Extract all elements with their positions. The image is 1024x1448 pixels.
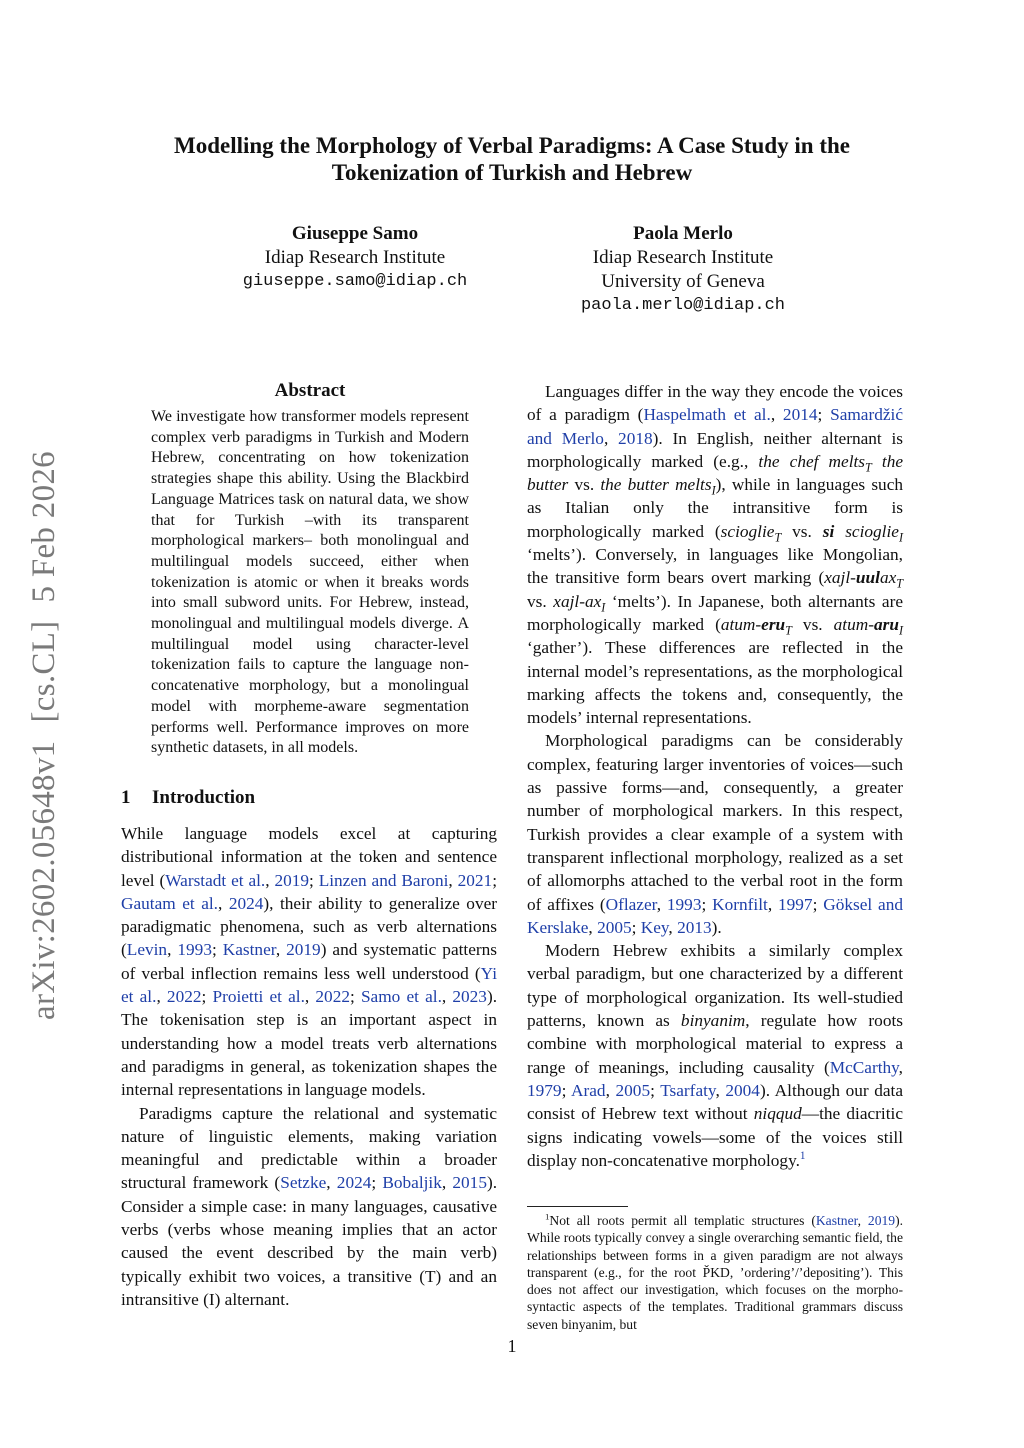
citation-link[interactable]: McCarthy: [829, 1057, 899, 1077]
footnote-divider: [527, 1206, 628, 1207]
author-name: Paola Merlo: [633, 223, 733, 244]
author-email[interactable]: paola.merlo@idiap.ch: [580, 296, 786, 315]
citation-link[interactable]: Oflazer: [605, 894, 657, 914]
citation-link[interactable]: Samardžić and Merlo: [527, 405, 904, 448]
citation-link[interactable]: Key: [640, 917, 669, 937]
arxiv-id: arXiv:2602.05648v1: [25, 740, 62, 1020]
example-text: the butter melts: [600, 475, 712, 495]
example-text: atum-: [720, 614, 762, 634]
citation-year-link[interactable]: 2015: [452, 1173, 487, 1193]
citation-year-link[interactable]: 2022: [315, 987, 350, 1007]
citation-link[interactable]: Proietti et al.: [212, 987, 305, 1007]
example-marker: uul: [855, 568, 880, 588]
citation-year-link[interactable]: 2021: [457, 870, 493, 890]
citation-year-link[interactable]: 1979: [527, 1080, 562, 1100]
author-block-samo: [190, 222, 520, 294]
citation-link[interactable]: Yi et al.: [121, 963, 497, 1007]
example-text: xajl-: [824, 568, 856, 588]
footnote-marker-link[interactable]: 1: [799, 1150, 806, 1163]
citation-year-link[interactable]: 2005: [615, 1080, 651, 1100]
page-number: 1: [507, 1336, 517, 1356]
citation-link[interactable]: Arad: [571, 1080, 606, 1100]
citation-year-link[interactable]: 2014: [782, 405, 818, 425]
paper-title: [120, 132, 904, 186]
citation-link[interactable]: Göksel and Kerslake: [527, 894, 904, 937]
arxiv-date: 5 Feb 2026: [25, 451, 62, 603]
citation-year-link[interactable]: 2018: [618, 428, 653, 448]
example-text: scioglie: [720, 521, 775, 541]
footnote-number: 1: [545, 1211, 550, 1222]
citation-link[interactable]: Bobaljik: [382, 1173, 442, 1193]
citation-link[interactable]: Haspelmath et al.: [643, 405, 771, 425]
arxiv-category: [cs.CL]: [25, 620, 62, 723]
term-text: binyanim: [680, 1011, 746, 1031]
citation-link[interactable]: Levin: [126, 940, 168, 960]
citation-year-link[interactable]: 2013: [677, 917, 712, 937]
footnote: [527, 1212, 903, 1333]
citation-link[interactable]: Kastner: [815, 1213, 858, 1228]
citation-year-link[interactable]: 2019: [286, 940, 321, 960]
example-text: the chef melts: [758, 451, 866, 471]
citation-link[interactable]: Kastner: [222, 940, 276, 960]
abstract-heading: Abstract: [274, 380, 346, 401]
example-marker: eru: [761, 614, 786, 634]
abstract-body: We investigate how transformer models represent complex verb paradigms in Turkish and Modern Hebrew, concentrating on how tokenization strategies shape this ability. Using the Blackbird Language Matrices task on natural data, we show that for Turkish –with its transparent morphological markers– both monolingual and multilingual models succeed, either when tokenization is atomic or when it breaks words into small subword units. For Hebrew, instead, monolingual and multilingual models diverge. A multilingual model using character-level tokenization fails to capture the language non-concatenative morphology, but a monolingual model with morpheme-aware segmentation performs well. Performance improves on more synthetic datasets, in all models.: [151, 408, 469, 757]
author-affiliation: Idiap Research Institute: [264, 247, 446, 268]
author-block-merlo: [520, 222, 846, 318]
section-heading: [121, 787, 255, 809]
body-paragraph-turkish: Morphological paradigms can be considerably complex, featuring larger inventories of voices—such as passive forms—and, consequently, a greater number of morphological markers. In this respect, Turkish provides a clear example of a system with transparent inflectional morphology, realized as a set of allomorphs attached to the verbal root in the form of affixes (Oflazer, 1993; Kornfilt, 1997; Göksel and Kerslake, 2005; Key, 2013).: [527, 731, 904, 937]
citation-link[interactable]: Warstadt et al.: [165, 870, 266, 890]
example-text: scioglie: [834, 521, 899, 541]
citation-year-link[interactable]: 2005: [597, 917, 632, 937]
citation-link[interactable]: Samo et al.: [360, 987, 442, 1007]
citation-link[interactable]: Setzke: [280, 1173, 327, 1193]
intro-paragraph-1: While language models excel at capturing distributional information at the token and sentence level (Warstadt et al., 2019; Linzen and Baroni, 2021; Gautam et al., 2024), their ability to generalize over paradigmatic phenomena, such as verb alternations (Levin, 1993; Kastner, 2019) and systematic patterns of verbal inflection remains less well understood (Yi et al., 2022; Proietti et al., 2022; Samo et al., 2023). The tokenisation step is an important aspect in understanding how a model treats verb alternations and paradigms in general, as tokenization shapes the internal representations in language models.: [121, 824, 498, 1100]
example-marker: si: [822, 521, 835, 541]
citation-year-link[interactable]: 1993: [177, 940, 212, 960]
title-line-2: Tokenization of Turkish and Hebrew: [331, 160, 693, 185]
example-text: xajl-ax: [553, 591, 602, 611]
citation-year-link[interactable]: 2004: [725, 1080, 760, 1100]
citation-link[interactable]: Kornfilt: [712, 894, 768, 914]
footnote-text: $^1$Not all roots permit all templatic structures (Kastner, 2019). While roots typically convey a single overarching semantic field, the relationships between forms in a given paradigm are not always transparent (e.g., for the root P̌KD, ’ordering’/’depositing’). This does not affect our investigation, which focuses on the morpho-syntactic aspects of the templates. Traditional grammars discuss seven binyanim, but: [527, 1211, 904, 1332]
body-paragraph-hebrew: Modern Hebrew exhibits a similarly complex verbal paradigm, but one characterized by a different type of morphological organization. Its well-studied patterns, known as binyanim, regulate how roots combine with morphological material to express a range of meanings, including causality (McCarthy, 1979; Arad, 2005; Tsarfaty, 2004). Although our data consist of Hebrew text without niqqud—the diacritic signs indicating vowels—some of the voices still display non-concatenative morphology.$^1$: [527, 941, 904, 1170]
citation-year-link[interactable]: 1993: [666, 894, 702, 914]
author-affiliation: Idiap Research Institute: [592, 247, 774, 268]
example-text: the butter: [527, 451, 904, 495]
citation-link[interactable]: Linzen and Baroni: [318, 870, 449, 890]
citation-year-link[interactable]: 2019: [867, 1213, 896, 1228]
author-affiliation: University of Geneva: [601, 271, 765, 292]
body-paragraph-voices: Languages differ in the way they encode the voices of a paradigm (Haspelmath et al., 2014; Samardžić and Merlo, 2018). In English, neither alternant is morphologically marked (e.g., the chef melts$_T$ the butter vs. the butter melts$_I$), while in languages such as Italian only the intransitive form is morphologically marked (scioglie$_T$ vs. si scioglie$_I$ ‘melts’). Conversely, in languages like Mongolian, the transitive form bears overt marking (xajl-uulax$_T$ vs. xajl-$ax_I$ ‘melts’). In Japanese, both alternants are morphologically marked (atum-eru$_T$ vs. atum-aru$_I$ ‘gather’). These differences are reflected in the internal model’s representations, as the morphological marking affects the tokens and, consequently, the models’ internal representations.: [527, 382, 904, 728]
section-number: 1: [121, 787, 131, 808]
right-column-body: [527, 380, 903, 1172]
citation-year-link[interactable]: 2022: [166, 987, 202, 1007]
citation-link[interactable]: Gautam et al.: [121, 893, 218, 913]
citation-year-link[interactable]: 2024: [228, 893, 264, 913]
citation-year-link[interactable]: 1997: [778, 894, 813, 914]
citation-link[interactable]: Tsarfaty: [660, 1080, 716, 1100]
section-title: Introduction: [152, 787, 256, 808]
author-name: Giuseppe Samo: [291, 223, 419, 244]
arxiv-identifier-stamp: [12, 420, 76, 1020]
example-marker: aru: [873, 614, 899, 634]
citation-year-link[interactable]: 2023: [452, 987, 487, 1007]
example-text: atum-: [833, 614, 874, 634]
left-column-body: [121, 822, 497, 1311]
term-text: niqqud: [753, 1104, 802, 1124]
citation-year-link[interactable]: 2019: [274, 870, 309, 890]
intro-paragraph-2: Paradigms capture the relational and systematic nature of linguistic elements, making variation meaningful and predictable within a broader structural framework (Setzke, 2024; Bobaljik, 2015). Consider a simple case: in many languages, causative verbs (verbs whose meaning implies that an actor caused the event described by the main verb) typically exhibit two voices, a transitive (T) and an intransitive (I) alternant.: [121, 1103, 498, 1309]
author-email[interactable]: giuseppe.samo@idiap.ch: [242, 272, 468, 291]
citation-year-link[interactable]: 2024: [336, 1173, 372, 1193]
title-line-1: Modelling the Morphology of Verbal Paradigms: A Case Study in the: [174, 133, 850, 158]
